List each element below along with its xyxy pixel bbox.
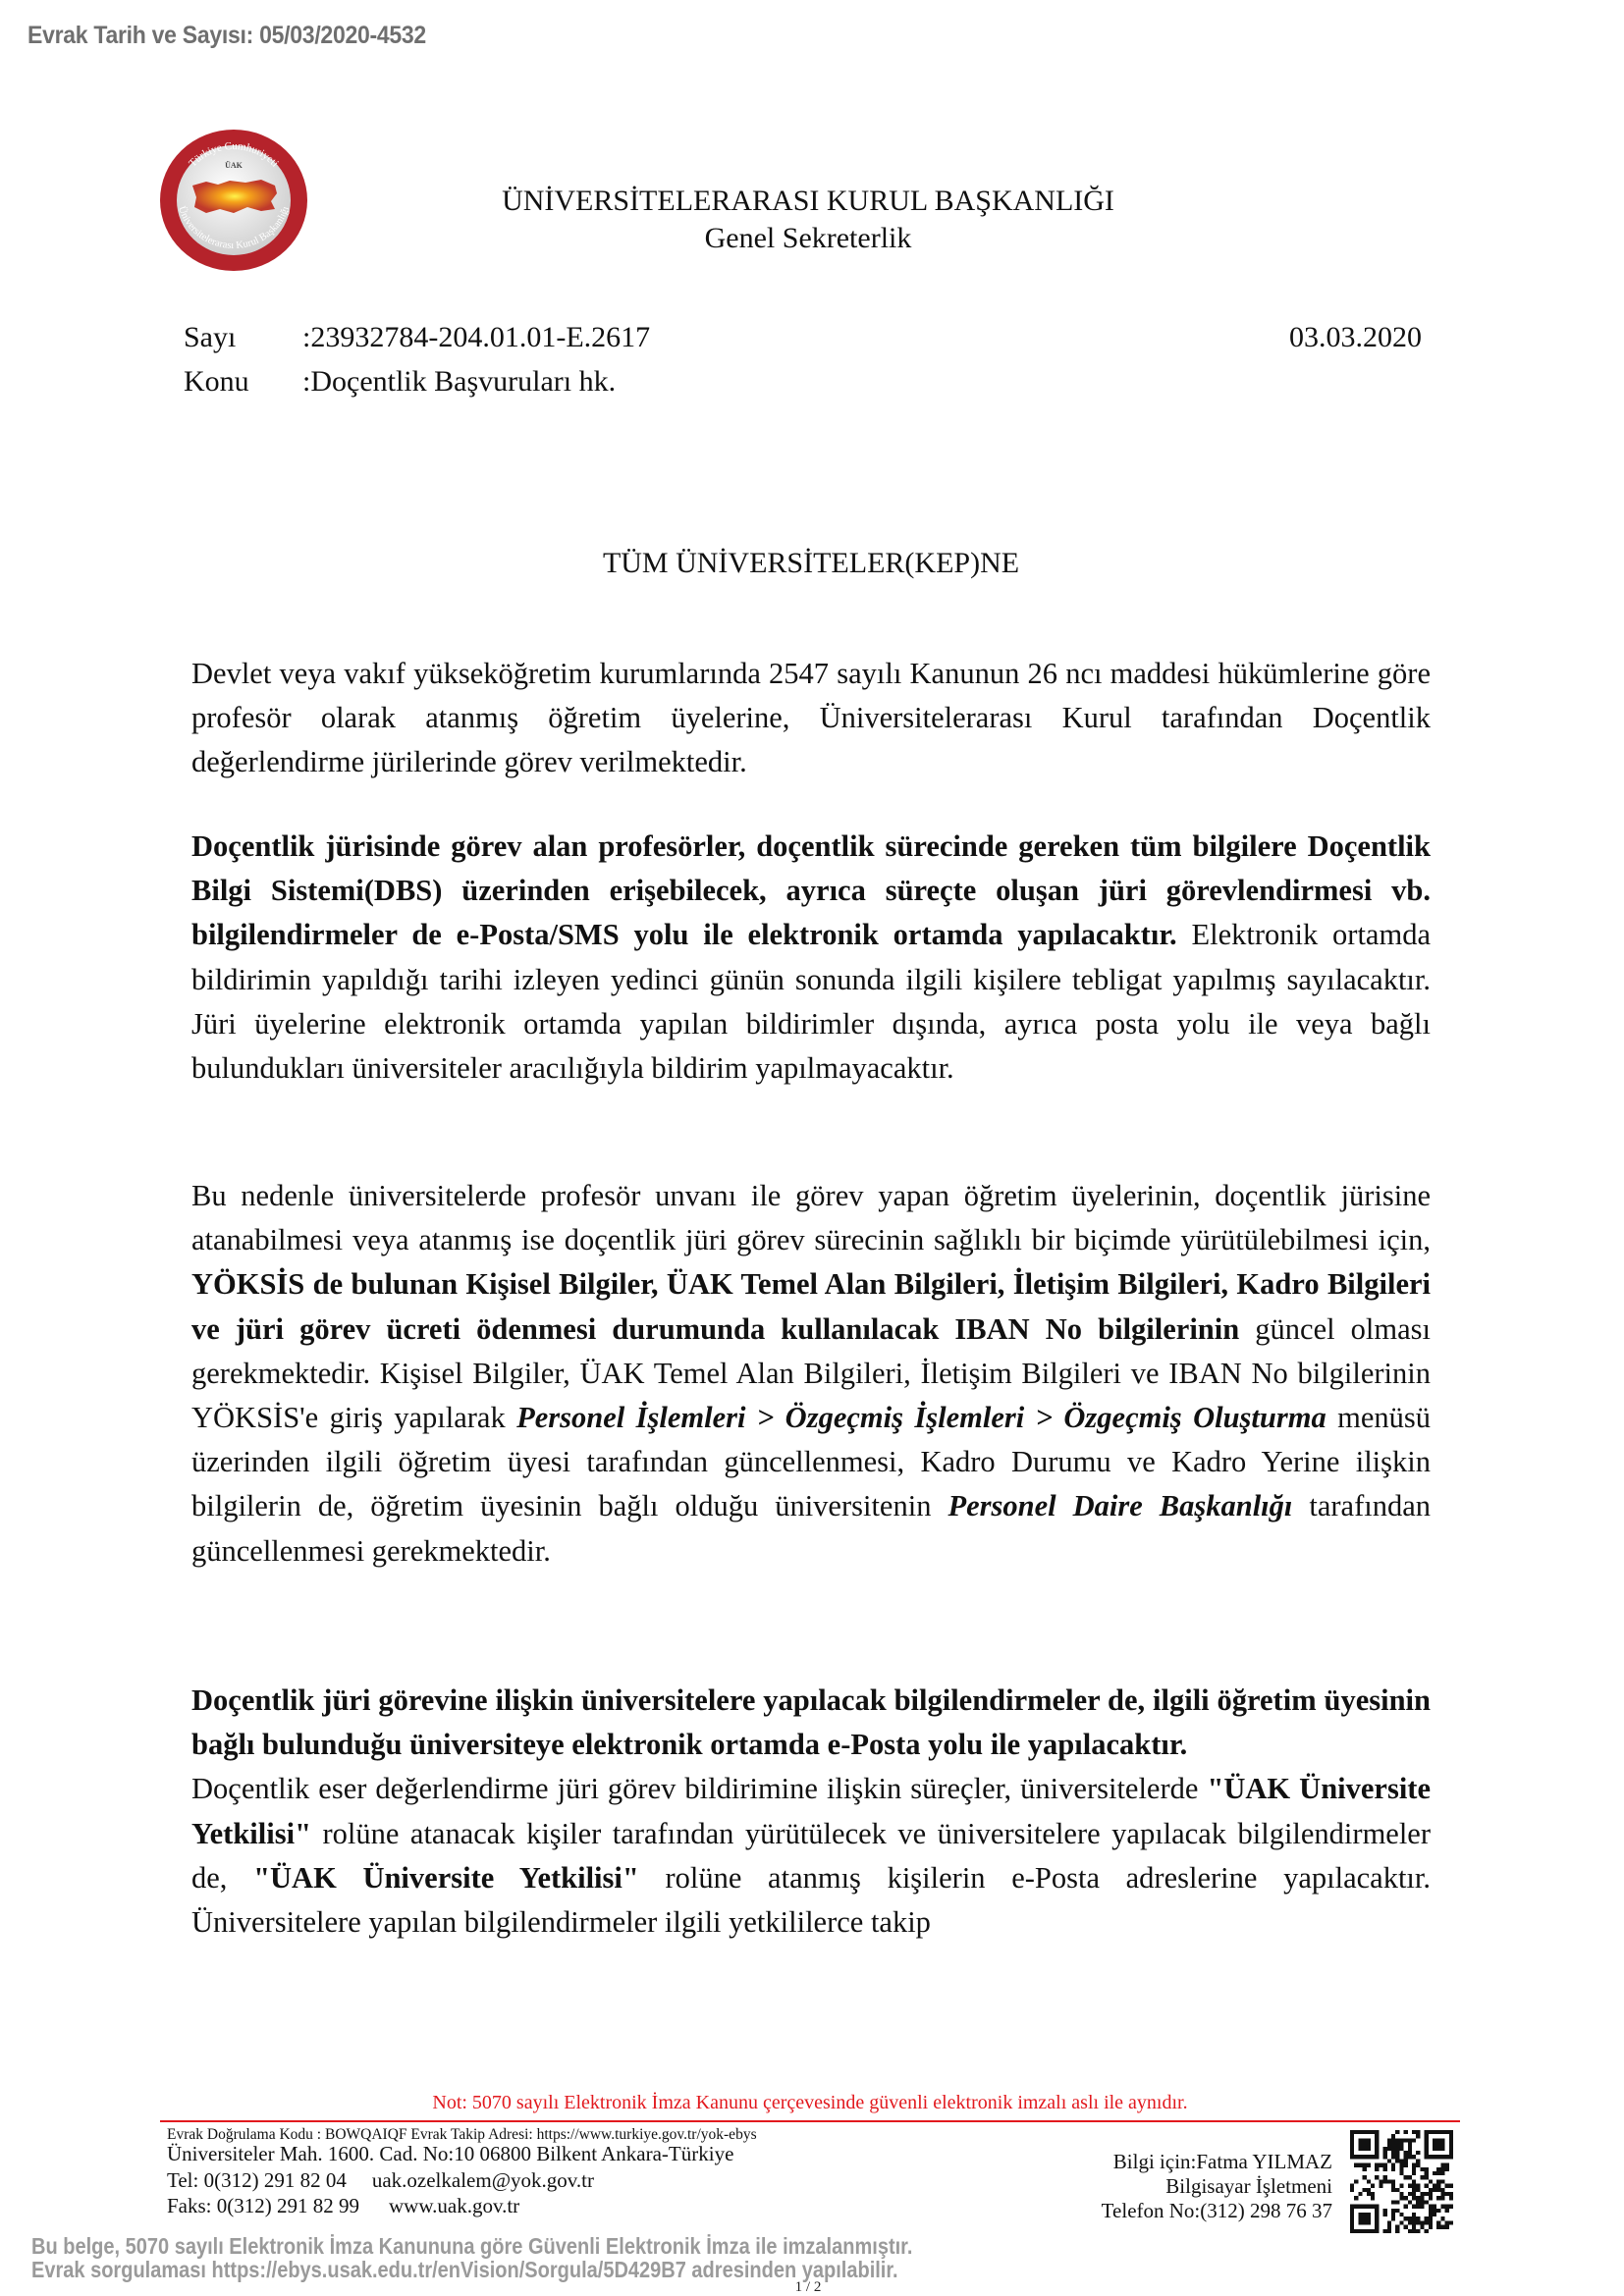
qr-module <box>1412 2138 1416 2142</box>
qr-module <box>1404 2163 1408 2167</box>
qr-module <box>1440 2179 1444 2183</box>
qr-code <box>1350 2130 1453 2233</box>
qr-module <box>1399 2196 1403 2200</box>
qr-module <box>1383 2163 1387 2167</box>
qr-module <box>1425 2171 1429 2175</box>
qr-module <box>1404 2155 1408 2159</box>
qr-module <box>1425 2229 1429 2233</box>
qr-module <box>1391 2200 1395 2204</box>
qr-module <box>1429 2220 1433 2224</box>
qr-module <box>1416 2205 1420 2209</box>
qr-module <box>1416 2159 1420 2163</box>
qr-module <box>1367 2163 1371 2167</box>
paragraph-1 <box>191 652 1431 785</box>
qr-module <box>1436 2167 1440 2171</box>
qr-module <box>1354 2196 1358 2200</box>
qr-module <box>1433 2205 1436 2209</box>
qr-module <box>1387 2225 1391 2229</box>
qr-module <box>1429 2209 1433 2213</box>
qr-module <box>1416 2184 1420 2188</box>
qr-module <box>1399 2167 1403 2171</box>
qr-module <box>1416 2200 1420 2204</box>
role-name-2: "ÜAK Üniversite Yetkilisi" <box>253 1860 639 1895</box>
qr-module <box>1440 2188 1444 2192</box>
qr-module <box>1440 2225 1444 2229</box>
qr-module <box>1433 2213 1436 2216</box>
qr-module <box>1445 2220 1449 2224</box>
qr-module <box>1399 2163 1403 2167</box>
paragraph-4 <box>191 1679 1431 1945</box>
qr-module <box>1416 2216 1420 2220</box>
qr-module <box>1395 2225 1399 2229</box>
seal-bottom-text: Üniversitelerarası Kurul Başkanlığı <box>176 204 292 252</box>
paragraph-3-text-a: Bu nedenle üniversitelerde profesör unvanı ile görev yapan öğretim üyelerinin, doçentlik jürisine atanabilmesi veya atanmış ise doçentlik jüri görev sürecinin sağlıklı bir biçimde yürütülebilmesi için, <box>191 1179 1431 1257</box>
qr-module <box>1399 2213 1403 2216</box>
qr-module <box>1395 2188 1399 2192</box>
qr-module <box>1358 2213 1371 2225</box>
qr-module <box>1404 2138 1408 2142</box>
qr-module <box>1395 2130 1399 2134</box>
footer-email[interactable]: uak.ozelkalem@yok.gov.tr <box>371 2168 595 2192</box>
paragraph-1-text: Devlet veya vakıf yükseköğretim kurumlarında 2547 sayılı Kanunun 26 ncı maddesi hükümlerine göre profesör olarak atanmış öğretim üyelerine, Üniversitelerarası Kurul tarafından Doçentlik değerlendirme jürilerinde görev verilmektedir. <box>191 657 1431 779</box>
qr-module <box>1387 2159 1391 2163</box>
qr-module <box>1350 2184 1354 2188</box>
qr-module <box>1449 2220 1453 2224</box>
qr-module <box>1399 2143 1403 2147</box>
qr-module <box>1371 2184 1375 2188</box>
qr-module <box>1391 2143 1395 2147</box>
qr-module <box>1416 2188 1420 2192</box>
document-date-number-stamp: Evrak Tarih ve Sayısı: 05/03/2020-4532 <box>27 22 426 49</box>
qr-module <box>1391 2216 1395 2220</box>
qr-module <box>1408 2229 1412 2233</box>
qr-module <box>1358 2192 1362 2196</box>
qr-module <box>1445 2167 1449 2171</box>
qr-module <box>1358 2163 1362 2167</box>
qr-module <box>1375 2167 1379 2171</box>
footer-divider <box>160 2120 1460 2122</box>
qr-module <box>1440 2163 1444 2167</box>
qr-module <box>1429 2216 1433 2220</box>
qr-module <box>1408 2143 1412 2147</box>
paragraph-3-text-c: güncel olması gerekmektedir. Kişisel Bilgiler, ÜAK Temel Alan Bilgileri, İletişim Bilgileri ve IBAN No bilgilerinin YÖKSİS'e giriş yapılarak <box>191 1311 1431 1435</box>
footer-fax: Faks: 0(312) 291 82 99 <box>167 2194 359 2217</box>
qr-module <box>1420 2200 1424 2204</box>
qr-module <box>1425 2200 1429 2204</box>
department-name: Genel Sekreterlik <box>704 222 912 254</box>
qr-module <box>1367 2179 1371 2183</box>
qr-module <box>1383 2175 1387 2179</box>
qr-module <box>1399 2147 1403 2151</box>
qr-module <box>1371 2192 1375 2196</box>
qr-module <box>1429 2196 1433 2200</box>
seal-top-text: Türkiye Cumhuriyeti <box>187 139 281 170</box>
qr-module <box>1391 2184 1395 2188</box>
qr-module <box>1371 2196 1375 2200</box>
qr-module <box>1395 2151 1399 2155</box>
contact-name: Bilgi için:Fatma YILMAZ <box>1112 2150 1332 2173</box>
qr-module <box>1391 2179 1395 2183</box>
subject-value: :Doçentlik Başvuruları hk. <box>302 365 617 398</box>
qr-module <box>1425 2220 1429 2224</box>
qr-module <box>1383 2151 1387 2155</box>
qr-module <box>1395 2209 1399 2213</box>
qr-module <box>1404 2225 1408 2229</box>
qr-module <box>1449 2184 1453 2188</box>
qr-module <box>1412 2163 1416 2167</box>
qr-module <box>1416 2229 1420 2233</box>
qr-module <box>1408 2200 1412 2204</box>
qr-module <box>1416 2163 1420 2167</box>
qr-module <box>1408 2216 1412 2220</box>
qr-module <box>1445 2225 1449 2229</box>
qr-module <box>1429 2213 1433 2216</box>
qr-module <box>1375 2175 1379 2179</box>
qr-module <box>1404 2159 1408 2163</box>
qr-module <box>1391 2209 1395 2213</box>
qr-module <box>1445 2184 1449 2188</box>
qr-module <box>1391 2155 1395 2159</box>
qr-module <box>1440 2205 1444 2209</box>
qr-module <box>1445 2163 1449 2167</box>
qr-module <box>1363 2163 1367 2167</box>
qr-module <box>1412 2167 1416 2171</box>
qr-module <box>1404 2130 1408 2134</box>
qr-module <box>1391 2163 1395 2167</box>
qr-module <box>1399 2138 1403 2142</box>
paragraph-2-bold: Doçentlik jürisinde görev alan profesörler, doçentlik sürecinde gereken tüm bilgilere Doçentlik Bilgi Sistemi(DBS) üzerinden erişebilecek, ayrıca süreçte oluşan jüri görevlendirmesi vb. bilgilendirmeler de e-Posta/SMS yolu ile elektronik ortamda yapılacaktır. <box>191 829 1431 952</box>
qr-module <box>1412 2216 1416 2220</box>
qr-module <box>1363 2188 1367 2192</box>
department-emphasis: Personel Daire Başkanlığı <box>947 1489 1293 1523</box>
qr-module <box>1395 2229 1399 2233</box>
qr-module <box>1383 2147 1387 2151</box>
qr-module <box>1436 2188 1440 2192</box>
qr-module <box>1412 2205 1416 2209</box>
qr-module <box>1404 2175 1408 2179</box>
qr-module <box>1404 2196 1408 2200</box>
qr-module <box>1420 2175 1424 2179</box>
qr-module <box>1354 2179 1358 2183</box>
qr-module <box>1358 2138 1371 2151</box>
contact-title: Bilgisayar İşletmeni <box>1165 2174 1332 2198</box>
qr-module <box>1379 2179 1382 2183</box>
paragraph-3 <box>191 1174 1431 1574</box>
number-value: :23932784-204.01.01-E.2617 <box>302 321 651 353</box>
qr-module <box>1436 2209 1440 2213</box>
qr-module <box>1425 2184 1429 2188</box>
qr-module <box>1433 2209 1436 2213</box>
qr-module <box>1408 2151 1412 2155</box>
qr-module <box>1420 2167 1424 2171</box>
qr-module <box>1412 2184 1416 2188</box>
qr-module <box>1433 2171 1436 2175</box>
subject-label: Konu <box>184 365 249 398</box>
qr-module <box>1395 2159 1399 2163</box>
verification-watermark: Evrak sorgulaması https://ebys.usak.edu.tr/enVision/Sorgula/5D429B7 adresinden yapılabilir. <box>31 2257 898 2282</box>
qr-module <box>1429 2205 1433 2209</box>
qr-module <box>1420 2220 1424 2224</box>
qr-module <box>1391 2167 1395 2171</box>
qr-module <box>1436 2225 1440 2229</box>
qr-module <box>1399 2159 1403 2163</box>
qr-module <box>1408 2147 1412 2151</box>
qr-module <box>1395 2143 1399 2147</box>
qr-module <box>1416 2151 1420 2155</box>
qr-module <box>1375 2163 1379 2167</box>
qr-module <box>1440 2171 1444 2175</box>
qr-module <box>1425 2216 1429 2220</box>
qr-module <box>1391 2138 1395 2142</box>
qr-module <box>1350 2188 1354 2192</box>
paragraph-5-text-c: rolüne atanacak kişiler tarafından yürütülecek ve üniversitelere yapılacak bilgilendirmeler de, <box>191 1816 1431 1895</box>
qr-module <box>1425 2192 1429 2196</box>
footer-tel-email <box>167 2168 594 2193</box>
qr-module <box>1412 2155 1416 2159</box>
qr-module <box>1391 2134 1395 2138</box>
qr-module <box>1412 2188 1416 2192</box>
qr-module <box>1420 2196 1424 2200</box>
qr-module <box>1383 2167 1387 2171</box>
qr-module <box>1408 2155 1412 2159</box>
footer-website[interactable]: www.uak.gov.tr <box>389 2194 520 2217</box>
qr-module <box>1399 2220 1403 2224</box>
institution-name: ÜNİVERSİTELERARASI KURUL BAŞKANLIĞI <box>502 185 1114 217</box>
qr-module <box>1404 2151 1408 2155</box>
qr-module <box>1395 2147 1399 2151</box>
page-number: 1 / 2 <box>794 2279 822 2295</box>
qr-module <box>1391 2147 1395 2151</box>
qr-module <box>1379 2184 1382 2188</box>
qr-module <box>1387 2220 1391 2224</box>
qr-module <box>1383 2213 1387 2216</box>
qr-module <box>1429 2192 1433 2196</box>
qr-module <box>1436 2179 1440 2183</box>
qr-module <box>1387 2143 1391 2147</box>
qr-module <box>1412 2192 1416 2196</box>
qr-module <box>1440 2216 1444 2220</box>
qr-module <box>1440 2167 1444 2171</box>
qr-module <box>1449 2205 1453 2209</box>
qr-module <box>1395 2155 1399 2159</box>
paragraph-2 <box>191 825 1431 1091</box>
qr-module <box>1399 2184 1403 2188</box>
qr-module <box>1379 2163 1382 2167</box>
qr-module <box>1433 2188 1436 2192</box>
paragraph-5-text-e: rolüne atanmış kişilerin e-Posta adreslerine yapılacaktır. Üniversitelere yapılan bilgilendirmeler ilgili yetkililerce takip <box>191 1860 1431 1940</box>
qr-module <box>1412 2220 1416 2224</box>
qr-module <box>1395 2138 1399 2142</box>
menu-path-emphasis: Personel İşlemleri > Özgeçmiş İşlemleri > Özgeçmiş Oluşturma <box>516 1401 1326 1435</box>
qr-module <box>1440 2192 1444 2196</box>
qr-module <box>1412 2196 1416 2200</box>
qr-module <box>1367 2188 1371 2192</box>
qr-module <box>1391 2151 1395 2155</box>
paragraph-3-text-e: menüsü üzerinden ilgili öğretim üyesi tarafından güncellenmesi, Kadro Durumu ve Kadro Yerine ilişkin bilgilerin de, öğretim üyesinin bağlı olduğu üniversitenin <box>191 1401 1431 1523</box>
qr-module <box>1416 2220 1420 2224</box>
qr-module <box>1387 2147 1391 2151</box>
qr-module <box>1408 2184 1412 2188</box>
qr-module <box>1436 2220 1440 2224</box>
qr-module <box>1449 2196 1453 2200</box>
e-signature-watermark: Bu belge, 5070 sayılı Elektronik İmza Kanununa göre Güvenli Elektronik İmza ile imzalanmıştır. <box>31 2233 913 2259</box>
qr-module <box>1412 2171 1416 2175</box>
qr-module <box>1429 2225 1433 2229</box>
e-signature-note: Not: 5070 sayılı Elektronik İmza Kanunu çerçevesinde güvenli elektronik imzalı aslı ile aynıdır. <box>432 2092 1188 2113</box>
qr-module <box>1404 2205 1408 2209</box>
paragraph-2-text: Elektronik ortamda bildirimin yapıldığı tarihi izleyen yedinci günün sonunda ilgili kişilere tebligat yapılmış sayılacaktır. Jüri üyelerine elektronik ortamda yapılan bildirimler dışında, ayrıca posta yolu ile veya bağlı bulundukları üniversiteler aracılığıyla bildirim yapılmayacaktır. <box>191 918 1431 1086</box>
qr-module <box>1416 2130 1420 2134</box>
qr-module <box>1425 2167 1429 2171</box>
qr-module <box>1408 2192 1412 2196</box>
contact-phone: Telefon No:(312) 298 76 37 <box>1101 2199 1332 2222</box>
qr-module <box>1383 2155 1387 2159</box>
verification-code: Evrak Doğrulama Kodu : BOWQAIQF Evrak Takip Adresi: https://www.turkiye.gov.tr/yok-ebys <box>167 2126 757 2143</box>
paragraph-3-bold: YÖKSİS de bulunan Kişisel Bilgiler, ÜAK Temel Alan Bilgileri, İletişim Bilgileri, Kadro Bilgileri ve jüri görev ücreti ödenmesi durumunda kullanılacak IBAN No bilgilerinin <box>191 1267 1431 1346</box>
qr-module <box>1399 2171 1403 2175</box>
addressee: TÜM ÜNİVERSİTELER(KEP)NE <box>602 547 1020 579</box>
qr-module <box>1433 2184 1436 2188</box>
footer-tel: Tel: 0(312) 291 82 04 <box>167 2168 347 2192</box>
qr-module <box>1399 2192 1403 2196</box>
qr-module <box>1383 2229 1387 2233</box>
qr-module <box>1416 2134 1420 2138</box>
qr-module <box>1404 2216 1408 2220</box>
qr-module <box>1408 2138 1412 2142</box>
qr-module <box>1420 2225 1424 2229</box>
paragraph-3-text-g: tarafından güncellenmesi gerekmektedir. <box>191 1489 1432 1568</box>
number-label: Sayı <box>184 321 237 353</box>
qr-module <box>1408 2175 1412 2179</box>
qr-module <box>1387 2179 1391 2183</box>
qr-module <box>1391 2213 1395 2216</box>
qr-module <box>1449 2192 1453 2196</box>
qr-module <box>1420 2205 1424 2209</box>
footer-fax-web <box>167 2194 519 2218</box>
qr-module <box>1445 2192 1449 2196</box>
qr-module <box>1412 2213 1416 2216</box>
qr-module <box>1420 2192 1424 2196</box>
paragraph-4-bold: Doçentlik jüri görevine ilişkin üniversitelere yapılacak bilgilendirmeler de, ilgili öğretim üyesinin bağlı bulunduğu üniversiteye elektronik ortamda e-Posta yolu ile yapılacaktır. <box>191 1683 1431 1762</box>
qr-module <box>1367 2192 1371 2196</box>
qr-module <box>1416 2196 1420 2200</box>
paragraph-5-text-a: Doçentlik eser değerlendirme jüri görev bildirimine ilişkin süreçler, üniversitelerde <box>191 1772 1208 1806</box>
qr-module <box>1436 2171 1440 2175</box>
qr-module <box>1425 2175 1429 2179</box>
qr-module <box>1387 2138 1391 2142</box>
qr-module <box>1412 2179 1416 2183</box>
qr-module <box>1383 2179 1387 2183</box>
seal-center-text: ÜAK <box>225 161 243 170</box>
qr-module <box>1440 2196 1444 2200</box>
qr-module <box>1363 2175 1367 2179</box>
turkey-map-shape <box>192 180 277 213</box>
qr-module <box>1445 2205 1449 2209</box>
uak-seal-logo <box>159 129 308 272</box>
qr-module <box>1429 2188 1433 2192</box>
qr-module <box>1436 2184 1440 2188</box>
qr-module <box>1433 2138 1445 2151</box>
qr-module <box>1429 2179 1433 2183</box>
qr-module <box>1412 2225 1416 2229</box>
qr-module <box>1387 2229 1391 2233</box>
qr-module <box>1391 2188 1395 2192</box>
qr-module <box>1383 2209 1387 2213</box>
qr-module <box>1445 2209 1449 2213</box>
qr-module <box>1354 2163 1358 2167</box>
footer-address: Üniversiteler Mah. 1600. Cad. No:10 06800 Bilkent Ankara-Türkiye <box>167 2142 734 2165</box>
qr-module <box>1395 2200 1399 2204</box>
qr-module <box>1412 2229 1416 2233</box>
qr-module <box>1412 2130 1416 2134</box>
qr-module <box>1436 2196 1440 2200</box>
role-name-1: "ÜAK Üniversite Yetkilisi" <box>191 1772 1431 1850</box>
qr-module <box>1363 2167 1367 2171</box>
qr-module <box>1408 2220 1412 2224</box>
document-date: 03.03.2020 <box>1289 321 1422 353</box>
